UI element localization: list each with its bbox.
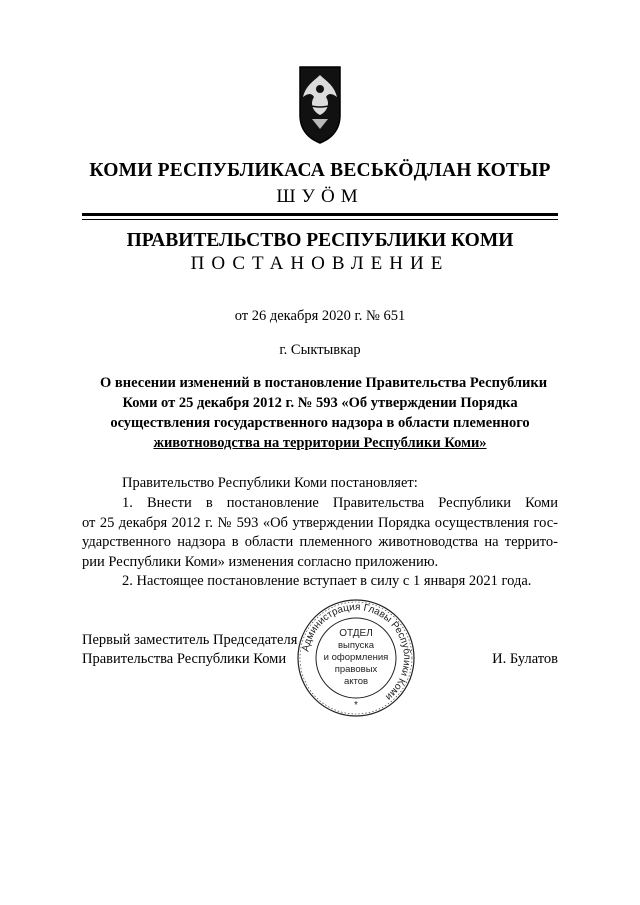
document-city: г. Сыктывкар [279,342,361,358]
header-divider-thick [82,213,558,216]
stamp-center-line: выпуска [337,640,375,651]
stamp-center-line: ОТДЕЛ [339,628,373,639]
komi-title: КОМИ РЕСПУБЛИКАСА ВЕСЬКӦДЛАН КОТЫР [89,160,551,181]
document-title [100,373,548,453]
komi-coat-of-arms-icon [298,63,342,145]
signatory-position-line2: Правительства Республики Коми [82,651,287,667]
title-line: Коми от 25 декабря 2012 г. № 593 «Об утверждении Порядка [122,395,518,411]
header-divider-thin [82,219,558,220]
title-line: осуществления государственного надзора в области племенного [110,415,530,431]
document-date-number: от 26 декабря 2020 г. № 651 [234,308,406,324]
stamp-center-line: правовых [334,664,378,675]
signatory-position-line1: Первый заместитель Председателя [82,632,298,648]
stamp-star: * [354,700,358,711]
body-paragraph: рии Республики Коми» изменения согласно приложению. [82,554,439,570]
stamp-center-line: и оформления [323,652,389,663]
stamp-center-line: актов [343,676,369,687]
body-paragraph: ударственного надзора в области племенного животноводства на террито- [82,534,558,550]
signatory-name: И. Булатов [492,651,558,667]
title-line: животноводства на территории Республики Коми» [153,435,487,451]
body-paragraph: 1. Внести в постановление Правительства Республики Коми [122,495,558,511]
body-paragraph: от 25 декабря 2012 г. № 593 «Об утверждении Порядка осуществления гос- [82,515,558,531]
stamp-ring-text: Администрация Главы Республики Коми [300,601,413,703]
official-stamp [296,598,416,718]
komi-subtitle: ШУӦМ [276,186,364,207]
document-type: ПОСТАНОВЛЕНИЕ [190,253,450,274]
title-line: О внесении изменений в постановление Правительства Республики [100,375,548,391]
body-paragraph: Правительство Республики Коми постановляет: [122,475,418,491]
government-title: ПРАВИТЕЛЬСТВО РЕСПУБЛИКИ КОМИ [126,230,514,251]
body-paragraph: 2. Настоящее постановление вступает в силу с 1 января 2021 года. [122,573,532,589]
